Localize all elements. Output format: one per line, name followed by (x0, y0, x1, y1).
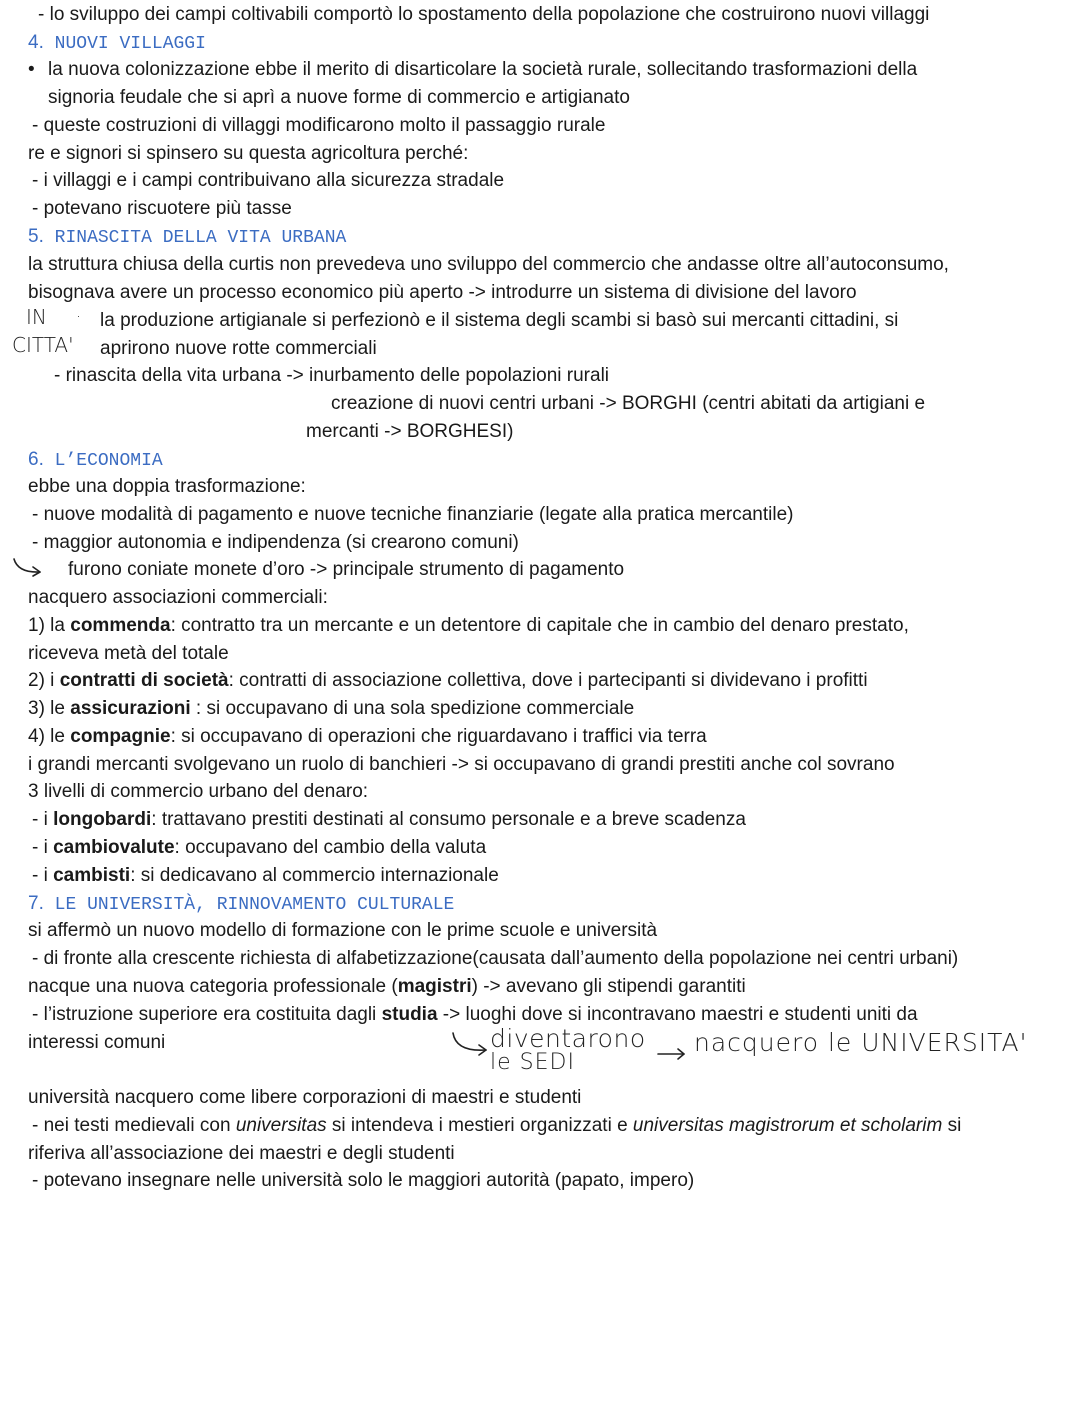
s6-line-7: 3 livelli di commercio urbano del denaro: (28, 781, 369, 802)
s6-level-1-text: : trattavano prestiti destinati al consumo personale e a breve scadenza (151, 809, 746, 830)
s6-item-1-text: : contratto tra un mercante e un detentore di capitale che in cambio del denaro prestato, (170, 615, 909, 636)
s5-line-1: la struttura chiusa della curtis non prevedeva uno sviluppo del commercio che andasse oltre all’autoconsumo, (28, 254, 949, 275)
handwritten-diventarono: diventarono (490, 1024, 646, 1053)
s7-line-7-mid: si intendeva i mestieri organizzati e (326, 1115, 633, 1136)
s6-level-3 (32, 864, 499, 888)
s6-item-2-term: contratti di società (59, 670, 229, 691)
s4-line-6: - potevano riscuotere più tasse (32, 198, 292, 219)
s6-item-4 (28, 725, 707, 749)
s6-item-3-prefix: 3) le (28, 698, 71, 719)
s7-line-9: - potevano insegnare nelle università solo le maggiori autorità (papato, impero) (32, 1170, 695, 1191)
handwritten-le-sedi: le SEDI (490, 1050, 575, 1075)
section-5-title: RINASCITA DELLA VITA URBANA (54, 228, 347, 248)
s7-line-3-prefix: nacque una nuova categoria professionale ( (28, 976, 398, 997)
s6-item-1 (28, 614, 909, 638)
s6-item-3 (28, 697, 634, 721)
section-6-heading (28, 448, 163, 473)
section-6-title: L’ECONOMIA (54, 451, 163, 471)
s7-line-7-term-2: universitas magistrorum et scholarim (632, 1115, 943, 1136)
section-6-number: 6. (28, 449, 44, 470)
s6-level-1-term: longobardi (53, 809, 152, 830)
s4-line-5: - i villaggi e i campi contribuivano alla sicurezza stradale (32, 170, 505, 191)
s7-line-8: riferiva all’associazione dei maestri e degli studenti (28, 1143, 455, 1164)
handwritten-curved-arrow-icon (12, 556, 44, 578)
s4-line-4: re e signori si spinsero su questa agricoltura perché: (28, 143, 469, 164)
s7-line-4-text: -> luoghi dove si incontravano maestri e studenti uniti da (437, 1004, 918, 1025)
handwritten-in: IN (26, 305, 47, 329)
s6-item-2-prefix: 2) i (28, 670, 60, 691)
s6-level-2 (32, 836, 486, 860)
s4-line-1: la nuova colonizzazione ebbe il merito di disarticolare la società rurale, sollecitando trasformazioni della (48, 59, 918, 80)
s5-line-7: mercanti -> BORGHESI) (306, 421, 514, 442)
handwritten-curved-arrow-icon (450, 1030, 492, 1060)
section-4-heading (28, 31, 206, 56)
s7-line-7 (32, 1114, 961, 1138)
s5-line-6: creazione di nuovi centri urbani -> BORGHI (centri abitati da artigiani e (331, 393, 926, 414)
handwritten-citta: CITTA' (12, 333, 74, 357)
s6-level-2-text: : occupavano del cambio della valuta (174, 837, 487, 858)
s6-item-4-prefix: 4) le (28, 726, 71, 747)
s6-item-3-text: : si occupavano di una sola spedizione commerciale (190, 698, 635, 719)
s6-line-4: furono coniate monete d’oro -> principale strumento di pagamento (68, 559, 625, 580)
intro-line: - lo sviluppo dei campi coltivabili comportò lo spostamento della popolazione che costruirono nuovi villaggi (38, 4, 930, 25)
s7-line-5: interessi comuni (28, 1032, 166, 1053)
section-4-number: 4. (28, 32, 44, 53)
s6-item-1-line-2: riceveva metà del totale (28, 643, 229, 664)
s5-line-4: aprirono nuove rotte commerciali (100, 338, 377, 359)
s6-line-2: - nuove modalità di pagamento e nuove tecniche finanziarie (legate alla pratica mercantile) (32, 504, 794, 525)
handwritten-dot: · (76, 307, 82, 326)
s5-line-3: la produzione artigianale si perfezionò e il sistema degli scambi si basò sui mercanti cittadini, si (100, 310, 899, 331)
section-7-title: LE UNIVERSITÀ, RINNOVAMENTO CULTURALE (54, 895, 455, 915)
s7-line-4-term: studia (381, 1004, 438, 1025)
s7-line-3-term: magistri (397, 976, 472, 997)
s6-level-1 (32, 808, 746, 832)
s6-level-1-prefix: - i (32, 809, 54, 830)
section-5-heading (28, 225, 346, 250)
s6-line-5: nacquero associazioni commerciali: (28, 587, 328, 608)
section-5-number: 5. (28, 226, 44, 247)
bullet-marker: • (28, 59, 35, 80)
s5-line-2: bisognava avere un processo economico più aperto -> introdurre un sistema di divisione del lavoro (28, 282, 857, 303)
s7-line-2: - di fronte alla crescente richiesta di alfabetizzazione(causata dall’aumento della popolazione nei centri urbani) (32, 948, 959, 969)
s6-item-2-text: : contratti di associazione collettiva, dove i partecipanti si dividevano i profitti (228, 670, 868, 691)
s6-item-4-term: compagnie (70, 726, 171, 747)
s6-item-2 (28, 669, 868, 693)
s6-level-3-text: : si dedicavano al commercio internazionale (130, 865, 499, 886)
s7-line-7-suffix: si (942, 1115, 962, 1136)
s7-line-7-prefix: - nei testi medievali con (32, 1115, 236, 1136)
s4-line-3: - queste costruzioni di villaggi modificarono molto il passaggio rurale (32, 115, 606, 136)
s6-line-1: ebbe una doppia trasformazione: (28, 476, 306, 497)
s7-line-1: si affermò un nuovo modello di formazione con le prime scuole e università (28, 920, 658, 941)
s6-level-3-prefix: - i (32, 865, 54, 886)
section-7-number: 7. (28, 893, 44, 914)
s6-line-3: - maggior autonomia e indipendenza (si crearono comuni) (32, 532, 519, 553)
s7-line-3-text: ) -> avevano gli stipendi garantiti (471, 976, 746, 997)
s6-item-1-prefix: 1) la (28, 615, 71, 636)
handwritten-nacquero-universita: nacquero le UNIVERSITA' (694, 1028, 1028, 1057)
section-4-title: NUOVI VILLAGGI (54, 34, 206, 54)
s6-level-2-prefix: - i (32, 837, 54, 858)
s7-line-6: università nacquero come libere corporazioni di maestri e studenti (28, 1087, 582, 1108)
s6-level-3-term: cambisti (53, 865, 131, 886)
s7-line-3 (28, 975, 746, 999)
s6-item-3-term: assicurazioni (70, 698, 191, 719)
s4-line-2: signoria feudale che si aprì a nuove forme di commercio e artigianato (48, 87, 630, 108)
s7-line-7-term-1: universitas (235, 1115, 327, 1136)
s5-line-5: - rinascita della vita urbana -> inurbamento delle popolazioni rurali (54, 365, 610, 386)
section-7-heading (28, 892, 454, 917)
s6-item-4-text: : si occupavano di operazioni che riguardavano i traffici via terra (170, 726, 707, 747)
s6-item-1-term: commenda (70, 615, 171, 636)
s7-line-4 (32, 1003, 918, 1027)
handwritten-arrow-icon (656, 1046, 688, 1060)
s7-line-4-prefix: - l’istruzione superiore era costituita dagli (32, 1004, 382, 1025)
s6-level-2-term: cambiovalute (53, 837, 175, 858)
s6-line-6: i grandi mercanti svolgevano un ruolo di banchieri -> si occupavano di grandi prestiti anche col sovrano (28, 754, 895, 775)
